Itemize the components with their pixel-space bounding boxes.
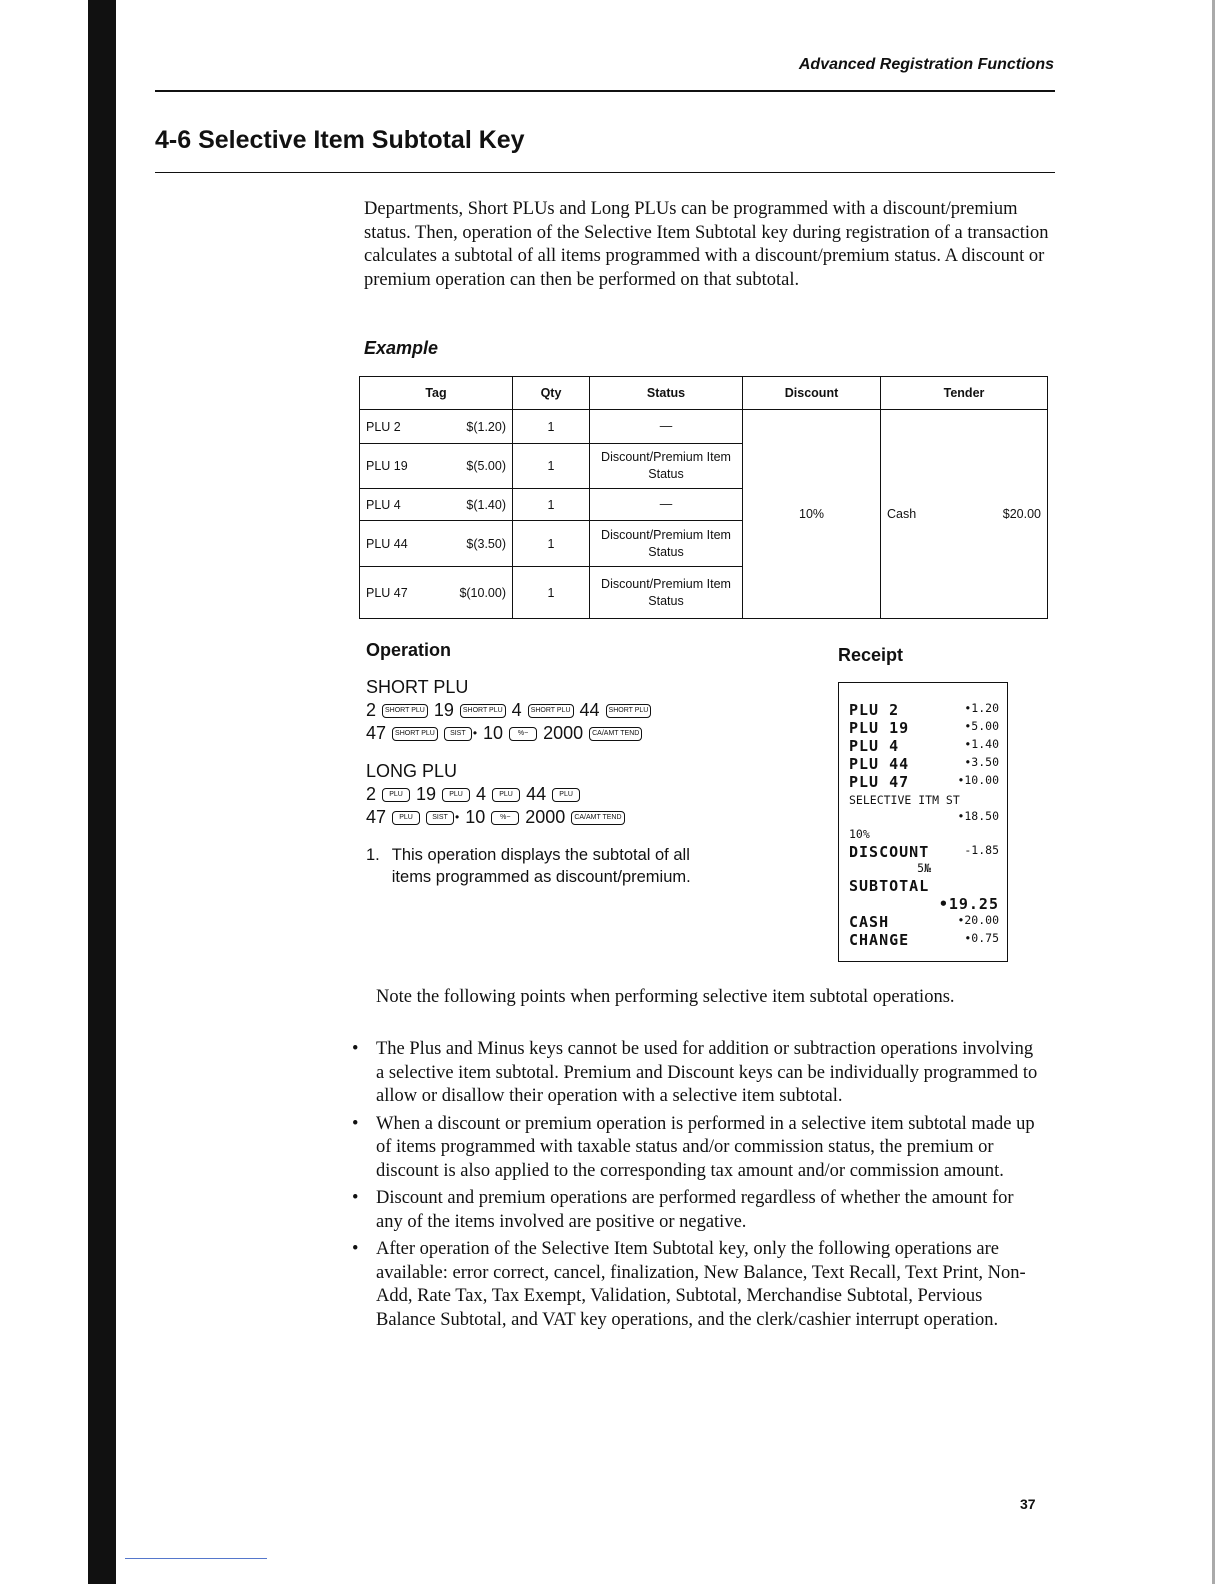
plu-name: PLU 19 (366, 459, 408, 473)
qty-cell: 1 (513, 489, 590, 521)
example-heading: Example (364, 338, 439, 358)
qty-cell: 1 (513, 521, 590, 567)
receipt-value: •1.20 (964, 701, 999, 715)
tag-cell (360, 444, 513, 489)
plu-key: PLU (382, 788, 410, 802)
header-qty: Qty (513, 377, 590, 410)
percent-minus-key: %− (509, 727, 537, 741)
receipt-value: •3.50 (964, 755, 999, 769)
key-number: 2000 (543, 723, 584, 743)
header-discount: Discount (743, 377, 881, 410)
title-rule (155, 172, 1055, 173)
plu-price: $(1.20) (466, 419, 506, 434)
plu-key: PLU (552, 788, 580, 802)
page-edge (1212, 0, 1215, 1584)
plu-price: $(5.00) (466, 459, 506, 473)
receipt-value: •10.00 (957, 773, 999, 787)
tag-cell (360, 489, 513, 521)
short-plu-key: SHORT PLU (606, 704, 652, 718)
change-line (849, 931, 999, 949)
operation-note (366, 844, 726, 888)
plu-key: PLU (392, 811, 420, 825)
header-tag: Tag (360, 377, 513, 410)
bullet-text: The Plus and Minus keys cannot be used for addition or subtraction operations involving a selective item subtotal. Premium and Discount keys can be individually programmed to allow or disallow their operation with a selective item subtotal. (376, 1039, 1038, 1106)
intro-paragraph: Departments, Short PLUs and Long PLUs can be programmed with a discount/premium status. Then, operation of the Selective Item Subtotal key during registration of a transaction calculates a subtotal of all items programmed with a discount/premium status. A discount or premium operation can then be performed on that subtotal. (364, 199, 1049, 290)
status-cell: Discount/Premium Item Status (590, 567, 743, 619)
header-rule (155, 90, 1055, 92)
long-plu-sequence (366, 760, 625, 829)
receipt-line (849, 701, 999, 719)
bullet-text: Discount and premium operations are performed regardless of whether the amount for any of the items involved are positive or negative. (376, 1188, 1014, 1232)
bullet-mark: • (352, 1113, 359, 1134)
key-number: 47 (366, 723, 387, 743)
bullet-mark: • (352, 1239, 359, 1259)
discount-cell: 10% (743, 410, 881, 619)
plu-key: PLU (492, 788, 520, 802)
status-cell: — (590, 489, 743, 521)
plu-name: PLU 44 (366, 536, 408, 551)
receipt-label: CHANGE (849, 931, 910, 949)
section-title: 4-6 Selective Item Subtotal Key (155, 126, 525, 154)
receipt-value: •1.40 (964, 737, 999, 751)
receipt-label: SUBTOTAL (849, 877, 930, 895)
receipt-label: PLU 2 (849, 701, 900, 719)
cash-tend-key: CA/AMT TEND (571, 811, 624, 825)
short-plu-sequence (366, 676, 651, 745)
plu-price: $(1.40) (466, 497, 506, 512)
example-table (359, 376, 1048, 619)
long-plu-label: LONG PLU (366, 761, 458, 781)
receipt-line (849, 773, 999, 791)
note-number: 1. (366, 846, 380, 864)
subtotal-label-line (849, 877, 999, 895)
short-plu-key: SHORT PLU (460, 704, 506, 718)
bullet-mark: • (352, 1039, 359, 1059)
plu-name: PLU 2 (366, 419, 401, 434)
receipt-line (849, 719, 999, 737)
key-sequence-line (366, 699, 651, 722)
key-number: 2 (366, 700, 377, 720)
receipt-value: •20.00 (957, 913, 999, 927)
receipt-box (838, 682, 1008, 962)
key-sequence-line (366, 722, 651, 745)
notes-list (352, 1038, 1042, 1336)
selective-label: SELECTIVE ITM ST (849, 793, 960, 807)
receipt-line (849, 755, 999, 773)
plu-price: $(10.00) (459, 585, 506, 600)
sist-key: SIST (444, 727, 472, 741)
key-number: 10 (465, 807, 486, 827)
receipt-value: 5№ (917, 861, 931, 875)
header-status: Status (590, 377, 743, 410)
receipt-value: •18.50 (957, 809, 999, 823)
cash-line (849, 913, 999, 931)
receipt-label: DISCOUNT (849, 843, 930, 861)
discount-line (849, 843, 999, 861)
receipt-line (849, 737, 999, 755)
qty-cell: 1 (513, 567, 590, 619)
sist-key: SIST (426, 811, 454, 825)
key-number: 10 (483, 723, 504, 743)
receipt-value: -1.85 (964, 843, 999, 857)
key-number: 19 (416, 784, 437, 804)
key-number: 4 (511, 700, 522, 720)
list-item (352, 1187, 1042, 1234)
key-number: 4 (476, 784, 487, 804)
plu-price: $(3.50) (466, 536, 506, 551)
tag-cell (360, 521, 513, 567)
percent-rate: 10% (849, 827, 870, 841)
status-cell: Discount/Premium Item Status (590, 444, 743, 489)
short-plu-key: SHORT PLU (382, 704, 428, 718)
binding-bar (88, 0, 116, 1584)
list-item (352, 1113, 1042, 1184)
list-item (352, 1038, 1042, 1109)
key-number: 2000 (525, 807, 566, 827)
short-plu-key: SHORT PLU (528, 704, 574, 718)
tender-cell (881, 410, 1048, 619)
notes-intro: Note the following points when performing selective item subtotal operations. (376, 987, 955, 1007)
key-number: 47 (366, 807, 387, 827)
plu-name: PLU 4 (366, 497, 401, 512)
key-sequence-line (366, 806, 625, 829)
bullet-text: When a discount or premium operation is performed in a selective item subtotal made up of items programmed with taxable status and/or commission status, the premium or discount is also applied to the corresponding tax amount and/or commission amount. (376, 1113, 1035, 1181)
selective-value (849, 809, 999, 823)
key-sequence-line (366, 783, 625, 806)
note-ref-dot: • (455, 810, 460, 824)
short-plu-key: SHORT PLU (392, 727, 438, 741)
bullet-text: After operation of the Selective Item Subtotal key, only the following operations are available: error correct, cancel, finalization, New Balance, Text Recall, Text Print, Non-Add, Rate Tax, Tax Exempt, Validation, Subtotal, Merchandise Subtotal, Pervious Balance Subtotal, and VAT key operations, and the clerk/cashier interrupt operation. (376, 1239, 1026, 1330)
running-header: Advanced Registration Functions (798, 56, 1054, 73)
receipt-label: CASH (849, 913, 890, 931)
qty-cell: 1 (513, 444, 590, 489)
plu-name: PLU 47 (366, 585, 408, 600)
cash-tend-key: CA/AMT TEND (589, 727, 642, 741)
footer-rule (125, 1558, 267, 1559)
receipt-value: •19.25 (938, 895, 999, 913)
receipt-label: PLU 19 (849, 719, 910, 737)
tag-cell (360, 567, 513, 619)
tag-cell (360, 410, 513, 444)
note-ref-dot: • (472, 726, 478, 740)
receipt-value: •0.75 (964, 931, 999, 945)
tender-amount: $20.00 (1002, 507, 1041, 521)
list-item (352, 1238, 1042, 1332)
tender-type: Cash (887, 507, 917, 521)
receipt-heading: Receipt (838, 645, 904, 665)
receipt-value: •5.00 (964, 719, 999, 733)
table-row (360, 410, 1048, 444)
short-plu-label: SHORT PLU (366, 677, 469, 697)
subtotal-value-line (849, 895, 999, 913)
no-mark (849, 861, 999, 875)
bullet-mark: • (352, 1188, 359, 1208)
key-number: 19 (433, 700, 454, 720)
table-header-row (360, 377, 1048, 410)
receipt-label: PLU 47 (849, 773, 910, 791)
page-number: 37 (1020, 1496, 1036, 1512)
receipt-label: PLU 4 (849, 737, 900, 755)
key-number: 44 (526, 784, 547, 804)
plu-key: PLU (442, 788, 470, 802)
status-cell: — (590, 410, 743, 444)
qty-cell: 1 (513, 410, 590, 444)
receipt-label: PLU 44 (849, 755, 910, 773)
percent-minus-key: %− (491, 811, 519, 825)
key-number: 2 (366, 784, 377, 804)
operation-heading: Operation (366, 640, 452, 660)
status-cell: Discount/Premium Item Status (590, 521, 743, 567)
note-text: This operation displays the subtotal of all items programmed as discount/premium. (391, 846, 691, 886)
header-tender: Tender (881, 377, 1048, 410)
key-number: 44 (579, 700, 600, 720)
